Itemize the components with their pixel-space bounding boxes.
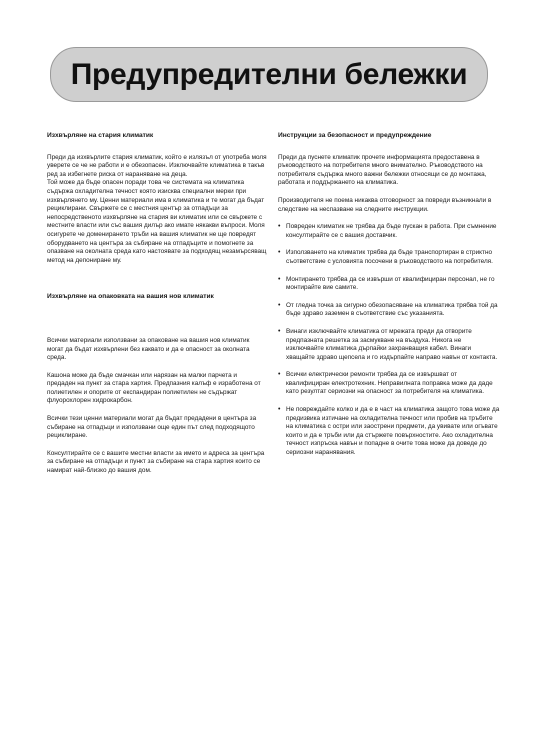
bullet-icon: • <box>278 223 281 231</box>
list-item <box>278 302 500 319</box>
paragraph: Консултирайте се с вашите местни власти за името и адреса за центъра за събиране на отпадъци и пункт за събиране на стара хартия които се намират най-близко до вашия дом. <box>47 449 265 475</box>
list-item <box>278 249 500 266</box>
paragraph: Всички материали използвани за опаковане на вашия нов климатик могат да бъдат изхвърлени без каквато и да е опасност за околната среда. <box>47 336 250 362</box>
section-heading-disposal-old: Изхвърляне на стария климатик <box>47 132 154 139</box>
bullet-icon: • <box>278 249 281 257</box>
list-item <box>278 371 500 397</box>
bullet-icon: • <box>278 327 281 335</box>
right-column <box>278 132 500 467</box>
list-item <box>278 328 500 362</box>
list-item-text: Повреден климатик не трябва да бъде пускан в работа. При съмнение консултирайте се с вашия доставчик. <box>286 223 497 239</box>
list-item-text: Не повреждайте колко и да е в част на климатика защото това може да предизвика изтичане на охладителна течност или пробив на тръбите на климатика с остри или заострени предмети, да увивате или огъвате които и да е тръби или да стържете повърхностите. Ако охладителна течност изпръска навън и попадне в очите това може да доведе до сериозни наранявания. <box>286 406 500 457</box>
paragraph: Кашона може да бъде смачкан или нарязан на малки парчета и предаден на пункт за стара хартия. Предпазния калъф е изработена от полиетилен и опорите от експандиран полиетилен не съдържат флуорохлорен хидрокарбон. <box>47 371 261 405</box>
list-item-text: Използването на климатик трябва да бъде транспортиран в стриктно съответствие с условията посочени в ръководството на потребителя. <box>286 249 493 265</box>
page-title: Предупредителни бележки <box>70 57 468 91</box>
paragraph: Преди да изхвърлите стария климатик, който е излязъл от употреба моля уверете се че не работи и е обезопасен. Изключвайте климатика в такъв ред за избегнете риска от нараняване на деца. <box>47 153 267 178</box>
paragraph: Производителя не поема никаква отговорност за повреди възникнали в следствие на неспазване на следните инструкции. <box>278 196 492 213</box>
bullet-icon: • <box>278 406 281 414</box>
bullet-icon: • <box>278 301 281 309</box>
list-item <box>278 406 500 458</box>
section-heading-packaging: Изхвърляне на опаковката на вашия нов климатик <box>47 293 214 301</box>
paragraph: Всички тези ценни материали могат да бъдат предадени в центъра за събиране на отпадъци и използвани още един път след подходящото рециклиране. <box>47 415 257 440</box>
paragraph: Той може да бъде опасен поради това че системата на климатика съдържа охладителна течност която изисква специални мерки при изхвърлянето му. Ценни материали има в климатика и те могат да бъдат рециклирани. Свържете се с местния център за отпадъци за непосредственото изхвърляне на стария ви климатик или се свържете с местните власти или със вашия дилър ако имате някакви въпроси. Моля осигурете че доменирането тръби на вашия климатик не ще повредят оборудването на центъра за събиране на отпадъците и помогнете за опазване на околната среда като настоявате за подходящ незамърсяващ метод на депониране му. <box>47 179 267 264</box>
list-item-text: Винаги изключвайте климатика от мрежата преди да отворите предпазната решетка за засмукване на въздуха. Никога не изключвайте климатика дърпайки захранващия кабел. Винаги хващайте здраво щепсела и го издърпайте направо навън от контакта. <box>286 327 498 361</box>
section-heading-safety: Инструкции за безопасност и предупреждение <box>278 132 432 139</box>
list-item-text: Всички електрически ремонти трябва да се извършват от квалифициран електротехник. Неправилната поправка може да даде като резултат сериозни на опасност за потребителя на климатика. <box>286 371 493 396</box>
safety-bullet-list <box>278 223 500 457</box>
bullet-icon: • <box>278 275 281 283</box>
list-item-text: От гледна точка за сигурно обезопасяване на климатика трябва той да бъде здраво заземен в съответствие със указанията. <box>286 301 498 318</box>
list-item <box>278 223 500 240</box>
title-banner <box>50 47 488 102</box>
left-column <box>47 132 267 476</box>
list-item <box>278 276 500 293</box>
bullet-icon: • <box>278 371 281 379</box>
list-item-text: Монтирането трябва да се извърши от квалифициран персонал, не го монтирайте вие самите. <box>286 275 495 292</box>
paragraph: Преди да пуснете климатик прочете информацията предоставена в ръководството на потребителя много внимателно. Ръководството на потребителя съдържа много важни бележки относящи се до монтажа, работата и поддържането на климатика. <box>278 153 487 187</box>
